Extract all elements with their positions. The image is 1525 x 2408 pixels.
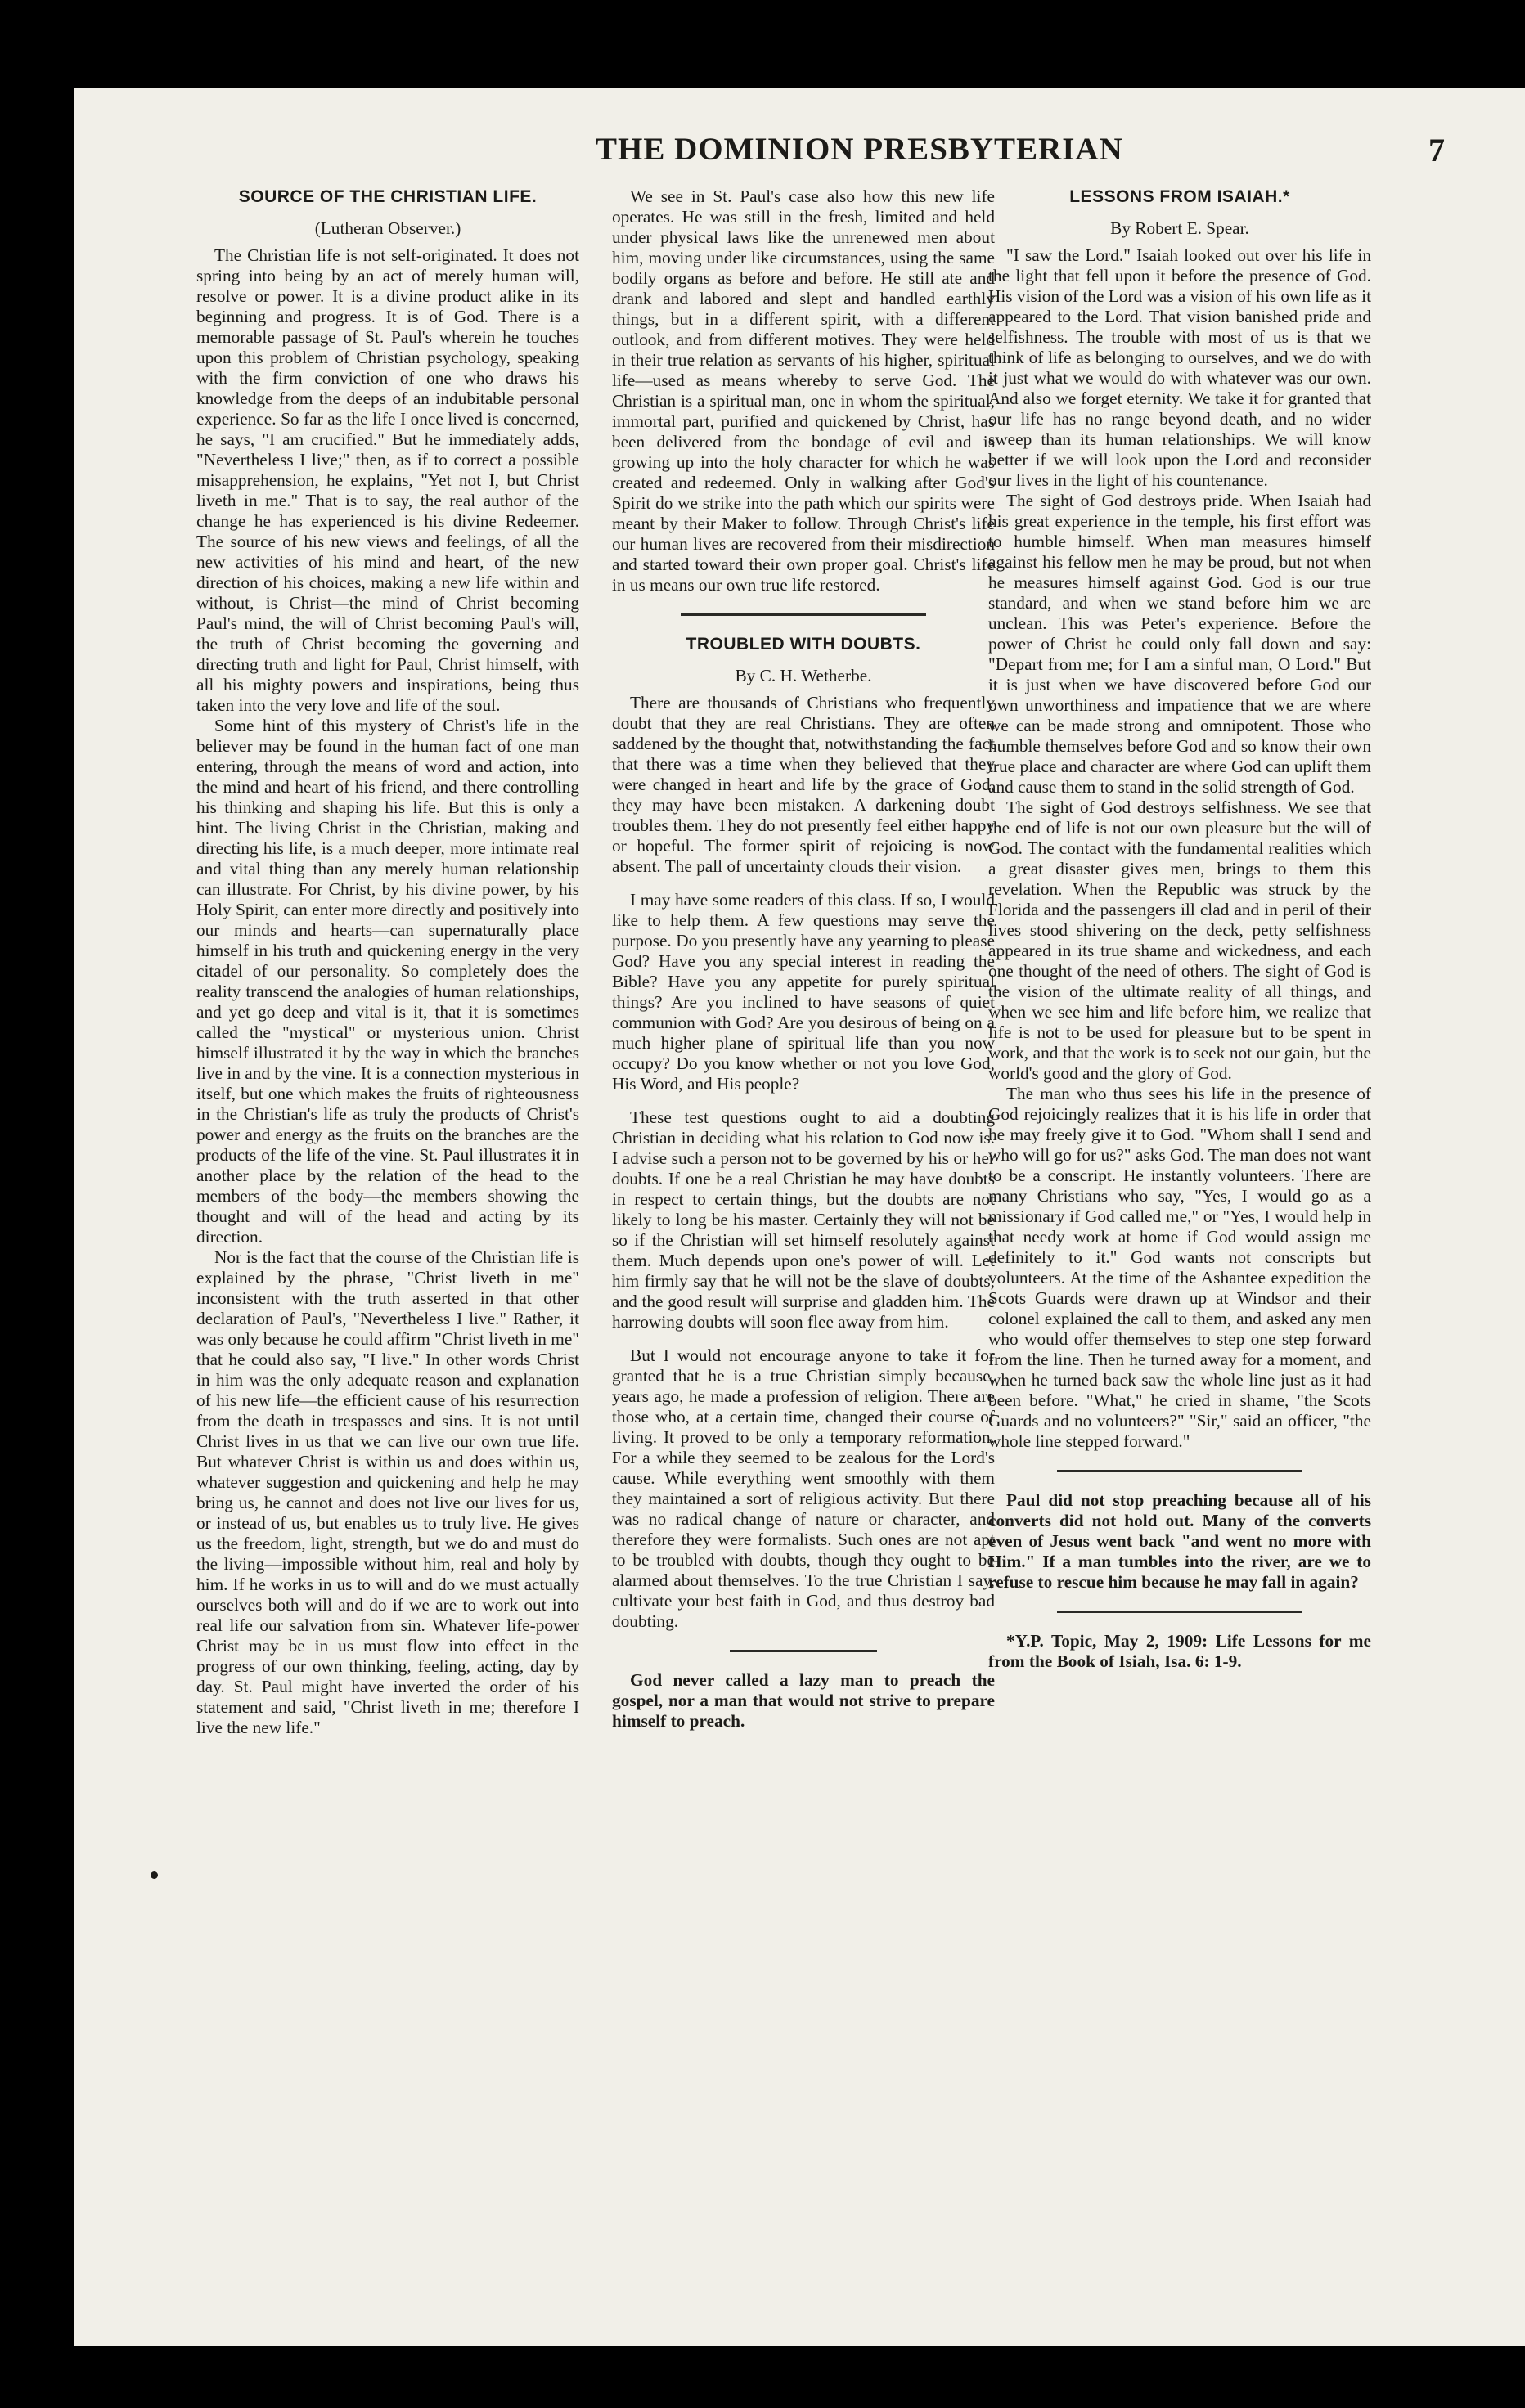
publication-title: THE DOMINION PRESBYTERIAN	[596, 132, 1123, 167]
masthead	[515, 131, 1481, 173]
article-paragraph: Nor is the fact that the course of the Christian life is explained by the phrase, "Christ liveth in me" inconsistent with the truth asserted in that other declaration of Paul's, "Nevertheless I live." Rather, it was only because he could affirm "Christ liveth in me" that he could also say, "I live." In other words Christ in him was the only adequate reason and explanation of his new life—the efficient cause of his resurrection from the death in trespasses and sins. It is not until Christ lives in us that we can live our own true life. But whatever Christ is within us and does within us, whatever suggestion and quickening and help he may bring us, he cannot and does not live our lives for us, or instead of us, but enables us to truly live. He gives us the freedom, light, strength, but we do and must do the living—impossible without him, real and holy by him. If he works in us to will and do we must actually ourselves both will and do if we are to work out into real life our salvation from sin. Whatever life-power Christ may be in us must flow into effect in the progress of our own thinking, feeling, acting, day by day. St. Paul might have inverted the order of his statement and said, "Christ liveth in me; therefore I live the new life."	[196, 1247, 579, 1737]
section-divider	[1057, 1611, 1302, 1613]
article-author: By C. H. Wetherbe.	[735, 666, 872, 685]
article-paragraph: The Christian life is not self-originated. It does not spring into being by an act of merely human will, resolve or power. It is a divine product alike in its beginning and progress. It is of God. There is a memorable passage of St. Paul's wherein he touches upon this problem of Christian psychology, speaking with the firm conviction of one who draws his knowledge from the deeps of an indubitable personal experience. So far as the life I once lived is concerned, he says, "I am crucified." But he immediately adds, "Nevertheless I live;" then, as if to correct a possible misapprehension, he explains, "Yet not I, but Christ liveth in me." That is to say, the real author of the change he has experienced is his divine Redeemer. The source of his new views and feelings, of all the new activities of his mind and heart, of the new direction of his choices, making a new life within and without, is Christ—the mind of Christ becoming Paul's mind, the will of Christ becoming Paul's will, the truth of Christ becoming the governing and directing truth and light for Paul, Christ himself, with all his mighty powers and inspirations, being thus taken into the very love and life of the soul.	[196, 245, 579, 715]
section-divider	[730, 1650, 877, 1652]
section-divider	[681, 613, 926, 616]
article-title-troubled-with-doubts: TROUBLED WITH DOUBTS.	[686, 635, 921, 654]
article-paragraph: I may have some readers of this class. If so, I would like to help them. A few questions may serve the purpose. Do you presently have any yearning to please God? Have you any special interest in reading the Bible? Have you any appetite for purely spiritual things? Are you inclined to have seasons of quiet communion with God? Are you desirous of being on a much higher plane of spiritual life than you now occupy? Do you know whether or not you love God, His Word, and His people?	[612, 890, 995, 1094]
article-paragraph: The sight of God destroys pride. When Isaiah had his great experience in the temple, his first effort was to humble himself. When man measures himself against his fellow men he may be proud, but not when he measures himself against God. God is our true standard, and when we stand before him we are unclean. This was Peter's experience. Before the power of Christ he could only fall down and say: "Depart from me; for I am a sinful man, O Lord." But it is just when we have discovered before God our own unworthiness and impatience that we are where we can be made strong and omnipotent. Those who humble themselves before God and so know their own true place and character are where God can uplift them and cause them to stand in the solid strength of God.	[988, 491, 1371, 797]
article-paragraph: "I saw the Lord." Isaiah looked out over his life in the light that fell upon it before the presence of God. His vision of the Lord was a vision of his own life as it appeared to the Lord. That vision banished pride and selfishness. The trouble with most of us is that we think of life as belonging to ourselves, and we do with it just what we would do with whatever was our own. And also we forget eternity. We take it for granted that our life has no range beyond death, and no wider sweep than its human relationships. We will know better if we will look upon the Lord and reconsider our lives in the light of his countenance.	[988, 245, 1371, 490]
article-paragraph: Some hint of this mystery of Christ's life in the believer may be found in the human fact of one man entering, through the means of word and action, into the mind and heart of his friend, and there controlling his thinking and shaping his life. But this is only a hint. The living Christ in the Christian, making and directing his life, is a much deeper, more intimate real and vital thing than any merely human relationship can illustrate. For Christ, by his divine power, by his Holy Spirit, can enter more directly and positively into our minds and hearts—can supernaturally place himself in his truth and quickening energy in the very citadel of our personality. So completely does the reality transcend the analogies of human relationships, and yet go deep and vital is it, that it is sometimes called the "mystical" or mysterious union. Christ himself illustrated it by the way in which the branches live in and by the vine. It is a connection mysterious in itself, but one which makes the fruits of righteousness in the Christian's life as truly the products of Christ's power and energy as the fruits on the branches are the products of the life of the vine. St. Paul illustrates it in another place by the relation of the head to the members of the body—the members showing the thought and will of the head and acting by its direction.	[196, 716, 579, 1247]
column-left	[196, 186, 579, 1738]
page-number: 7	[1428, 132, 1445, 168]
article-title-source-of-christian-life: SOURCE OF THE CHRISTIAN LIFE.	[238, 187, 538, 206]
filler-quote: Paul did not stop preaching because all of his converts did not hold out. Many of the converts even of Jesus went back "and went no more with Him." If a man tumbles into the river, are we to refuse to rescue him because he may fall in again?	[988, 1490, 1371, 1592]
article-title-lessons-from-isaiah: LESSONS FROM ISAIAH.*	[1069, 187, 1290, 206]
article-paragraph: These test questions ought to aid a doubting Christian in deciding what his relation to God now is. I advise such a person not to be governed by his or her doubts. If one be a real Christian he may have doubts in respect to certain things, but the doubts are not likely to long be his master. Certainly they will not be so if the Christian will set himself resolutely against them. Much depends upon one's power of will. Let him firmly say that he will not be the slave of doubts, and the good result will surprise and gladden him. The harrowing doubts will soon flee away from him.	[612, 1107, 995, 1332]
article-paragraph: We see in St. Paul's case also how this new life operates. He was still in the fresh, limited and held under physical laws like the unrenewed men about him, moving under like circumstances, using the same bodily organs as before and before. He still ate and drank and labored and slept and handled earthly things, but in a different spirit, with a different outlook, and from different motives. They were held in their true relation as servants of his higher, spiritual life—used as means whereby to serve God. The Christian is a spiritual man, one in whom the spiritual, immortal part, purified and quickened by Christ, has been delivered from the bondage of evil and is growing up into the holy character for which he was created and redeemed. Only in walking after God's Spirit do we strike into the path which our spirits were meant by their Maker to follow. Through Christ's life our human lives are recovered from their misdirection and started toward their own proper goal. Christ's life in us means our own true life restored.	[612, 186, 995, 595]
margin-dot	[151, 1871, 158, 1879]
newspaper-page	[74, 88, 1525, 2346]
section-divider	[1057, 1470, 1302, 1472]
article-author: By Robert E. Spear.	[1110, 218, 1249, 238]
article-paragraph: The man who thus sees his life in the presence of God rejoicingly realizes that it is his life in order that he may freely give it to God. "Whom shall I send and who will go for us?" asks God. The man does not want to be a conscript. He instantly volunteers. There are many Christians who say, "Yes, I would go as a missionary if God called me," or "Yes, I would help in that needy work at home if God would assign me definitely to it." God wants not conscripts but volunteers. At the time of the Ashantee expedition the Scots Guards were drawn up at Windsor and their colonel explained the call to them, and asked any men who would offer themselves to step one step forward from the line. Then he turned away for a moment, and when he turned back saw the whole line just as it had been before. "What," he cried in shame, "the Scots Guards and no volunteers?" "Sir," said an officer, "the whole line stepped forward."	[988, 1084, 1371, 1451]
column-right	[988, 186, 1371, 1672]
article-paragraph: But I would not encourage anyone to take it for granted that he is a true Christian simply because, years ago, he made a profession of religion. There are those who, at a certain time, changed their course of living. It proved to be only a temporary reformation. For a while they seemed to be zealous for the Lord's cause. While everything went smoothly with them they maintained a sort of religious activity. But there was no radical change of nature or character, and therefore they were formalists. Such ones are not apt to be troubled with doubts, though they ought to be alarmed about themselves. To the true Christian I say, cultivate your best faith in God, and thus destroy bad doubting.	[612, 1346, 995, 1631]
filler-quote: God never called a lazy man to preach the gospel, nor a man that would not strive to prepare himself to preach.	[612, 1670, 995, 1731]
column-middle	[612, 186, 995, 1732]
article-source: (Lutheran Observer.)	[314, 218, 461, 238]
article-paragraph: The sight of God destroys selfishness. We see that the end of life is not our own pleasure but the will of God. The contact with the fundamental realities which a great disaster gives men, brings to them this revelation. When the Republic was struck by the Florida and the passengers ill clad and in peril of their lives stood shivering on the deck, petty selfishness appeared in its true shame and wickedness, and each one thought of the need of others. The sight of God is the vision of the ultimate reality of all things, and when we see him and life before him, we realize that life is not to be used for pleasure but to be spent in work, and that the work is to seek not our gain, but the world's good and the glory of God.	[988, 797, 1371, 1083]
article-paragraph: There are thousands of Christians who frequently doubt that they are real Christians. They are often saddened by the thought that, notwithstanding the fact that there was a time when they believed that they were changed in heart and life by the grace of God, they may have been mistaken. A darkening doubt troubles them. They do not presently feel either happy or hopeful. The former spirit of rejoicing is now absent. The pall of uncertainty clouds their vision.	[612, 693, 995, 876]
footnote: *Y.P. Topic, May 2, 1909: Life Lessons for me from the Book of Isiah, Isa. 6: 1-9.	[988, 1631, 1371, 1671]
